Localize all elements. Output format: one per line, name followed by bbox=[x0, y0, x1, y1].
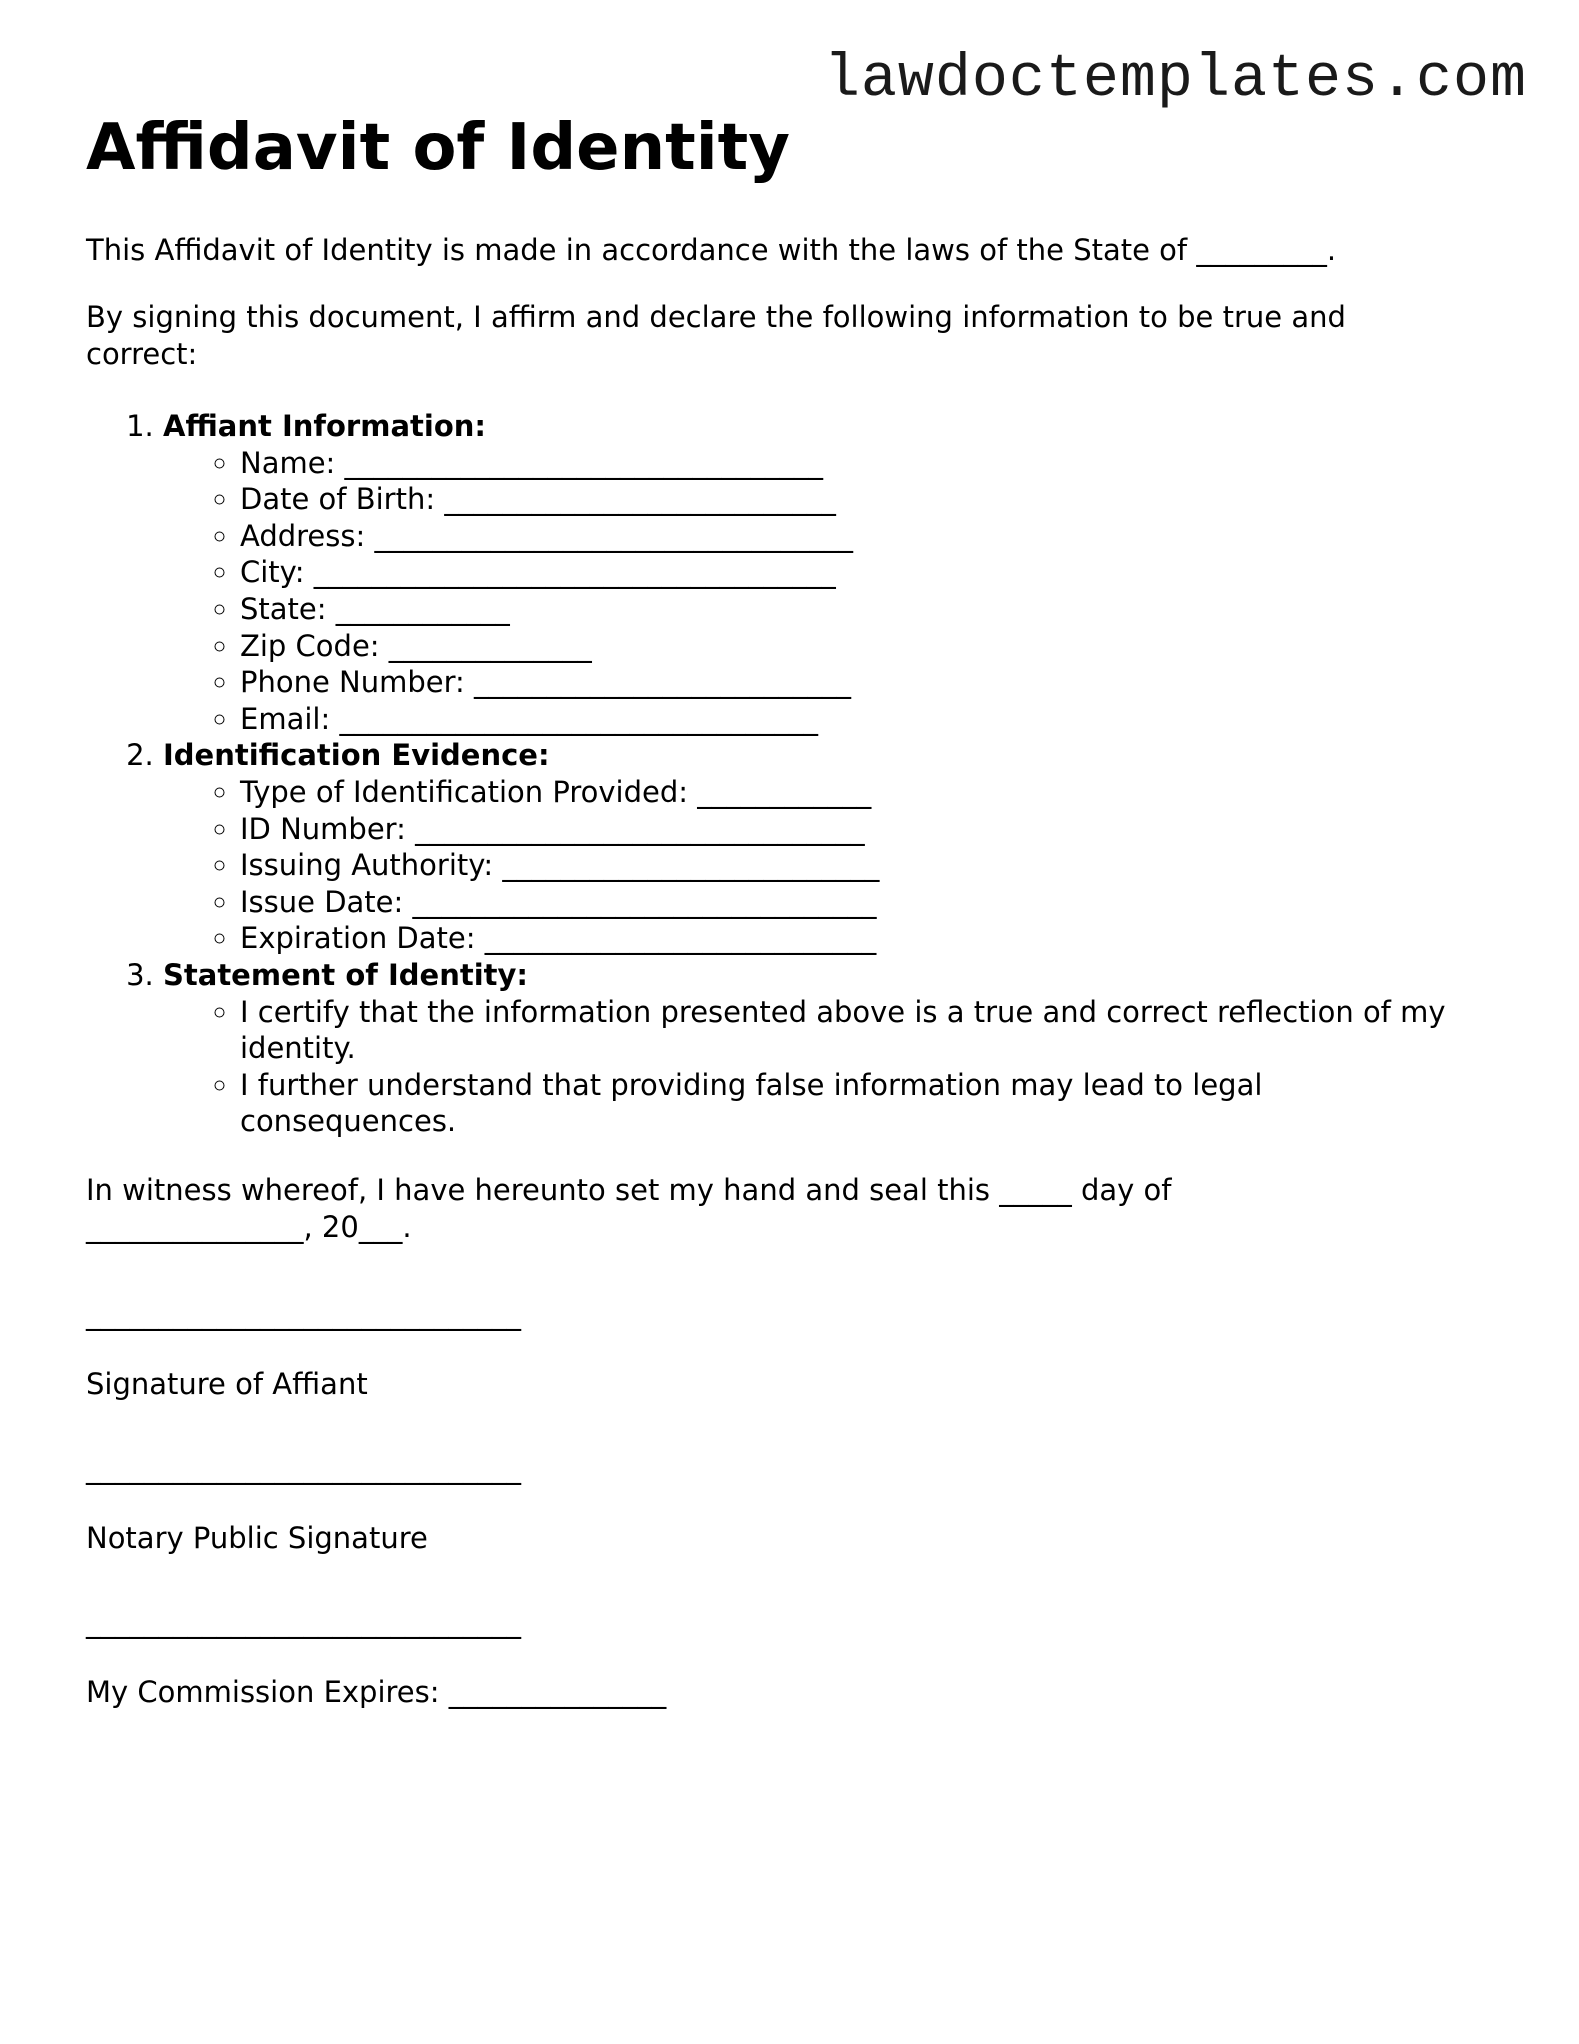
field-id-number: ◦ ID Number: _______________________________ bbox=[240, 811, 1486, 848]
identification-fields bbox=[163, 774, 1486, 957]
field-name: ◦ Name: _________________________________ bbox=[240, 445, 1486, 482]
commission-signature-line: ______________________________ bbox=[86, 1604, 521, 1639]
section-title: Affiant Information: bbox=[163, 409, 486, 443]
field-zip-code: ◦ Zip Code: ______________ bbox=[240, 628, 1486, 665]
section-statement-of-identity bbox=[163, 957, 1486, 1140]
notary-signature-line: ______________________________ bbox=[86, 1450, 521, 1485]
commission-expires-label: My Commission Expires: _______________ bbox=[86, 1674, 667, 1709]
affiant-signature-line: ______________________________ bbox=[86, 1296, 521, 1331]
statement-certification: ◦ I certify that the information presented above is a true and correct reflection of my identity. bbox=[240, 994, 1486, 1067]
field-city: ◦ City: ____________________________________ bbox=[240, 554, 1486, 591]
field-issuing-authority: ◦ Issuing Authority: __________________________ bbox=[240, 847, 1486, 884]
section-affiant-information bbox=[163, 408, 1486, 737]
field-issue-date: ◦ Issue Date: ________________________________ bbox=[240, 884, 1486, 921]
sections-list bbox=[86, 408, 1486, 1140]
intro-state-clause: This Affidavit of Identity is made in accordance with the laws of the State of _________. bbox=[86, 233, 1337, 267]
site-watermark: lawdoctemplates.com bbox=[823, 46, 1527, 114]
intro-affirmation: By signing this document, I affirm and declare the following information to be true and correct: bbox=[86, 300, 1346, 371]
field-email: ◦ Email: _________________________________ bbox=[240, 701, 1486, 738]
field-date-of-birth: ◦ Date of Birth: ___________________________ bbox=[240, 481, 1486, 518]
section-title: Statement of Identity: bbox=[163, 957, 529, 992]
field-state: ◦ State: ____________ bbox=[240, 591, 1486, 628]
field-id-type: ◦ Type of Identification Provided: ____________ bbox=[240, 774, 1486, 811]
document-title: Affidavit of Identity bbox=[86, 111, 790, 185]
affiant-signature-label: Signature of Affiant bbox=[86, 1366, 368, 1401]
field-phone-number: ◦ Phone Number: __________________________ bbox=[240, 664, 1486, 701]
statement-consequences: ◦ I further understand that providing false information may lead to legal consequences. bbox=[240, 1067, 1486, 1140]
field-address: ◦ Address: _________________________________ bbox=[240, 518, 1486, 555]
field-expiration-date: ◦ Expiration Date: ___________________________ bbox=[240, 920, 1486, 957]
statement-items bbox=[163, 994, 1486, 1140]
section-title: Identification Evidence: bbox=[163, 738, 550, 773]
witness-clause: In witness whereof, I have hereunto set my hand and seal this _____ day of _______________, 20___. bbox=[86, 1172, 1172, 1244]
document-page bbox=[86, 108, 1486, 1711]
notary-signature-label: Notary Public Signature bbox=[86, 1520, 428, 1555]
section-identification-evidence bbox=[163, 737, 1486, 957]
affiant-fields bbox=[163, 445, 1486, 738]
